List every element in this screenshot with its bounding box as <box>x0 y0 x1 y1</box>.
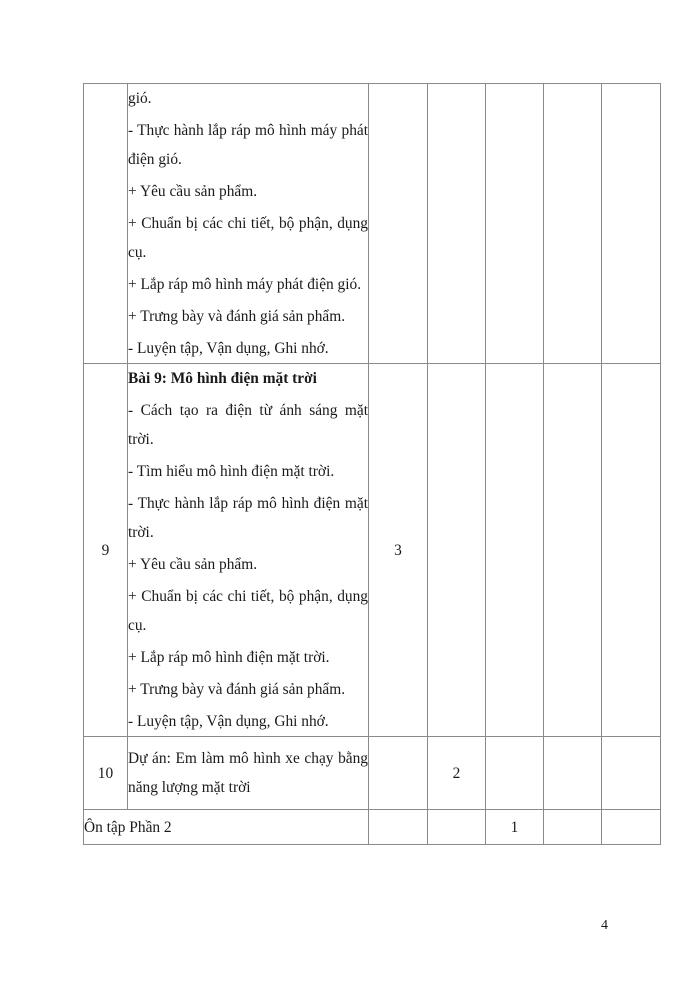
content-line: + Chuẩn bị các chi tiết, bộ phận, dụng cụ. <box>128 215 368 261</box>
content-line: + Yêu cầu sản phẩm. <box>128 556 258 573</box>
content-line: gió. <box>128 90 152 107</box>
period-count-cell-1 <box>369 84 428 364</box>
table-row <box>84 364 661 737</box>
period-count-cell-3 <box>486 84 544 364</box>
period-count-cell-2 <box>428 84 486 364</box>
row-content-cell <box>128 84 369 364</box>
period-count-cell-3 <box>486 364 544 737</box>
content-line: + Trưng bày và đánh giá sản phẩm. <box>128 681 346 698</box>
period-count-cell-2: 2 <box>428 737 486 810</box>
period-count-cell-5 <box>602 84 661 364</box>
content-line: - Luyện tập, Vận dụng, Ghi nhớ. <box>128 713 329 730</box>
period-count-cell-3 <box>486 737 544 810</box>
period-count-cell-2 <box>428 810 486 845</box>
period-count-cell-5 <box>602 364 661 737</box>
period-count-cell-4 <box>544 364 602 737</box>
row-content-cell <box>128 364 369 737</box>
period-count-cell-1 <box>369 810 428 845</box>
lesson-title: Bài 9: Mô hình điện mặt trời <box>128 370 317 387</box>
content-line: - Tìm hiểu mô hình điện mặt trời. <box>128 463 335 480</box>
content-line: + Lắp ráp mô hình điện mặt trời. <box>128 649 330 666</box>
content-line: - Luyện tập, Vận dụng, Ghi nhớ. <box>128 340 329 357</box>
page-number: 4 <box>601 918 608 933</box>
table-row <box>84 810 661 845</box>
period-count-cell-4 <box>544 84 602 364</box>
content-line: Dự án: Em làm mô hình xe chạy bằng năng lượng mặt trời <box>128 750 368 796</box>
curriculum-schedule-table <box>83 83 661 845</box>
period-count-cell-1: 3 <box>369 364 428 737</box>
review-section-label: Ôn tập Phần 2 <box>84 810 369 845</box>
content-line: + Trưng bày và đánh giá sản phẩm. <box>128 308 346 325</box>
row-content-cell <box>128 737 369 810</box>
content-line: + Yêu cầu sản phẩm. <box>128 183 258 200</box>
period-count-cell-2 <box>428 364 486 737</box>
content-line: + Lắp ráp mô hình máy phát điện gió. <box>128 276 362 293</box>
content-line: - Cách tạo ra điện từ ánh sáng mặt trời. <box>128 402 368 448</box>
period-count-cell-5 <box>602 810 661 845</box>
content-line: - Thực hành lắp ráp mô hình máy phát điện gió. <box>128 122 368 168</box>
period-count-cell-1 <box>369 737 428 810</box>
period-count-cell-5 <box>602 737 661 810</box>
row-number-cell: 10 <box>84 737 128 810</box>
content-line: - Thực hành lắp ráp mô hình điện mặt trời. <box>128 495 368 541</box>
row-number-cell: 9 <box>84 364 128 737</box>
row-number-cell <box>84 84 128 364</box>
period-count-cell-3: 1 <box>486 810 544 845</box>
table-row <box>84 84 661 364</box>
period-count-cell-4 <box>544 810 602 845</box>
period-count-cell-4 <box>544 737 602 810</box>
table-row <box>84 737 661 810</box>
content-line: + Chuẩn bị các chi tiết, bộ phận, dụng cụ. <box>128 588 368 634</box>
